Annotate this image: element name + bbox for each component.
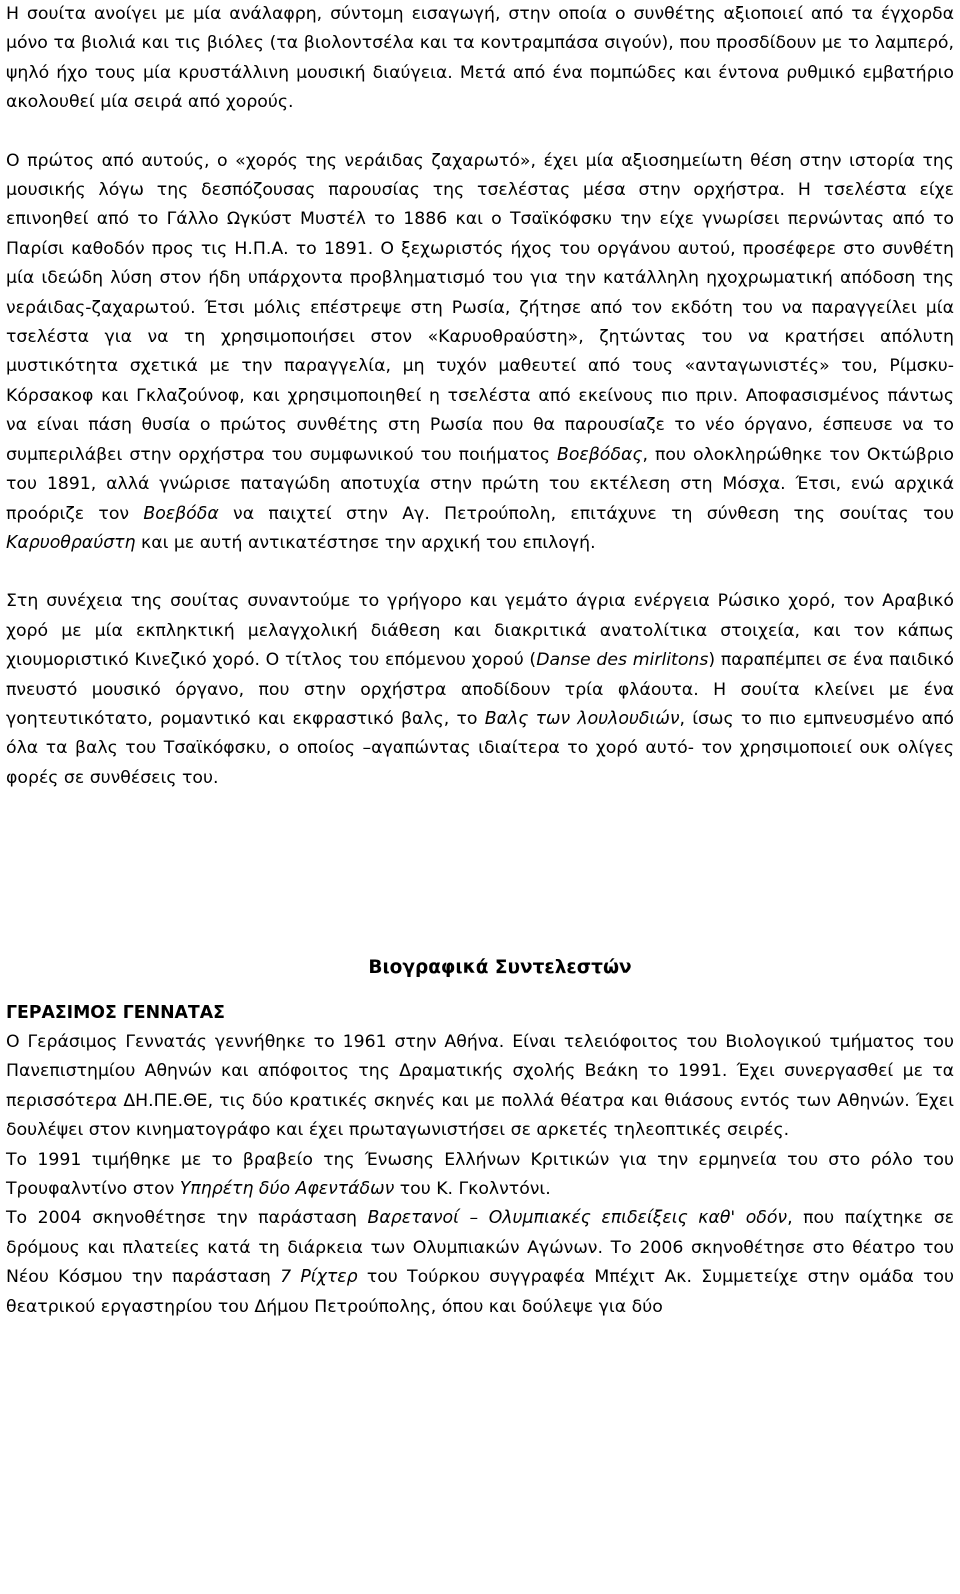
section-heading: Βιογραφικά Συντελεστών	[368, 957, 632, 979]
paragraph-gap	[6, 118, 954, 147]
text-run: Στη συνέχεια της σουίτας συναντούμε το γρήγορο και γεμάτο άγρια ενέργεια Ρώσικο χορό, τον Αραβικό χορό με μία εκπληκτική μελαγχολική διάθεση και διακριτικά ανατολίτικα στοιχεία, και τον κάπως χιουμοριστικό Κινεζικό χορό. Ο τίτλος του επόμενου χορού (	[6, 591, 954, 671]
play-title: Βαρετανοί – Ολυμπιακές επιδείξεις καθ' οδόν	[367, 1208, 788, 1229]
intro-paragraph-1: Η σουίτα ανοίγει με μία ανάλαφρη, σύντομη εισαγωγή, στην οποία ο συνθέτης αξιοποιεί από τα έγχορδα μόνο τα βιολιά και τις βιόλες (τα βιολοντσέλα και τα κοντραμπάσα σιγούν), που προσδίδουν με το λαμπερό, ψηλό ήχο τους μία κρυστάλλινη μουσική διαύγεια. Μετά από ένα πομπώδες και έντονα ρυθμικό εμβατήριο ακολουθεί μία σειρά από χορούς.	[6, 4, 954, 113]
text-run: και με αυτή αντικατέστησε την αρχική του επιλογή.	[135, 532, 596, 553]
text-run: , που παίχτηκε σε δρόμους και πλατείες κατά τη διάρκεια των Ολυμπιακών Αγώνων. Το 2006 σκηνοθέτησε στο θέατρο του Νέου Κόσμου την παράσταση	[6, 1208, 954, 1288]
text-run: του Κ. Γκολντόνι.	[394, 1178, 551, 1199]
bio-paragraph-3	[6, 1204, 954, 1322]
text-run: , ίσως το πιο εμπνευσμένο από όλα τα βαλς του Τσαϊκόφσκυ, ο οποίος –αγαπώντας ιδιαίτερα το χορό αυτό- τον χρησιμοποιεί ουκ ολίγες φορές σε συνθέσεις του.	[6, 708, 954, 788]
text-run: ) παραπέμπει σε ένα παιδικό πνευστό μουσικό όργανο, που στην ορχήστρα αποδίδουν τρία φλάουτα. Η σουίτα κλείνει με ένα γοητευτικότατο, ρομαντικό και εκφραστικό βαλς, το	[6, 650, 954, 729]
play-title: 7 Ρίχτερ	[280, 1267, 358, 1288]
text-run: Το 2004 σκηνοθέτησε την παράσταση	[6, 1208, 368, 1229]
intro-paragraph-3	[6, 587, 954, 793]
text-run: του Τούρκου συγγραφέα Μπέχιτ Ακ. Συμμετείχε στην ομάδα του θεατρικού εργαστηρίου του Δήμου Πετρούπολης, όπου και δούλεψε για δύο	[6, 1267, 955, 1317]
play-title: Υπηρέτη δύο Αφεντάδων	[179, 1178, 395, 1199]
text-run: Ο πρώτος από αυτούς, ο «χορός της νεράιδας ζαχαρωτό», έχει μία αξιοσημείωτη θέση στην ιστορία της μουσικής λόγω της δεσπόζουσας παρουσίας της τσελέστας μέσα στην ορχήστρα. Η τσελέστα είχε επινοηθεί από το Γάλλο Ωγκύστ Μυστέλ το 1886 και ο Τσαϊκόφσκυ την είχε γνωρίσει περνώντας από το Παρίσι καθοδόν προς τις Η.Π.Α. το 1891. Ο ξεχωριστός ήχος του οργάνου αυτού, προσέφερε στο συνθέτη μία ιδεώδη λύση στον ήδη υπάρχοντα προβληματισμό του για την κατάλληλη ηχοχρωματική απόδοση της νεράιδας-ζαχαρωτού. Έτσι μόλις επέστρεψε στη Ρωσία, ζήτησε από τον εκδότη του να παραγγείλει μία τσελέστα για να τη χρησιμοποιήσει στον «Καρυοθραύστη», ζητώντας του να κρατήσει απόλυτη μυστικότητα σχετικά με την παραγγελία, μη τυχόν μαθευτεί από τους «ανταγωνιστές» του, Ρίμσκυ-Κόρσακοφ και Γκλαζούνοφ, και χρησιμοποιηθεί η τσελέστα από εκείνους πιο πριν. Αποφασισμένος πάντως να είναι πάση θυσία ο πρώτος συνθέτης στη Ρωσία που θα παρουσίαζε το νέο όργανο, έσπευσε να το συμπεριλάβει στην ορχήστρα του συμφωνικού του ποιήματος	[6, 150, 954, 465]
paragraph-gap	[6, 558, 954, 587]
work-title-voevoda: Βοεβόδα	[143, 503, 219, 524]
intro-paragraph-2	[6, 147, 954, 559]
document-page	[6, 0, 954, 1322]
text-run: , που ολοκληρώθηκε τον Οκτώβριο του 1891, αλλά γνώρισε παταγώδη αποτυχία στην πρώτη του εκτέλεση στη Μόσχα. Έτσι, ενώ αρχικά προόριζε τον	[6, 444, 954, 524]
work-title-nutcracker: Καρυοθραύστη	[6, 532, 136, 553]
person-name: ΓΕΡΑΣΙΜΟΣ ΓΕΝΝΑΤΑΣ	[6, 1002, 225, 1023]
work-title-voevoda: Βοεβόδας	[557, 444, 643, 465]
text-run: Το 1991 τιμήθηκε με το βραβείο της Ένωσης Ελλήνων Κριτικών για την ερμηνεία του στο ρόλο του Τρουφαλντίνο στον	[6, 1149, 954, 1199]
work-title-waltz: Βαλς των λουλουδιών	[484, 708, 680, 729]
text-run: να παιχτεί στην Αγ. Πετρούπολη, επιτάχυνε τη σύνθεση της σουίτας του	[218, 503, 954, 524]
bio-paragraph-2	[6, 1146, 954, 1205]
bio-paragraph-1: Ο Γεράσιμος Γεννατάς γεννήθηκε το 1961 στην Αθήνα. Είναι τελειόφοιτος του Βιολογικού τμήματος του Πανεπιστημίου Αθηνών και απόφοιτος της Δραματικής σχολής Βεάκη το 1991. Έχει συνεργασθεί με τα περισσότερα ΔΗ.ΠΕ.ΘΕ, τις δύο κρατικές σκηνές και με πολλά θέατρα και θιάσους εντός των Αθηνών. Έχει δουλέψει στον κινηματογράφο και έχει πρωταγωνιστήσει σε αρκετές τηλεοπτικές σειρές.	[6, 1031, 954, 1141]
section-gap	[6, 793, 954, 953]
work-title-mirlitons: Danse des mirlitons	[536, 650, 709, 671]
